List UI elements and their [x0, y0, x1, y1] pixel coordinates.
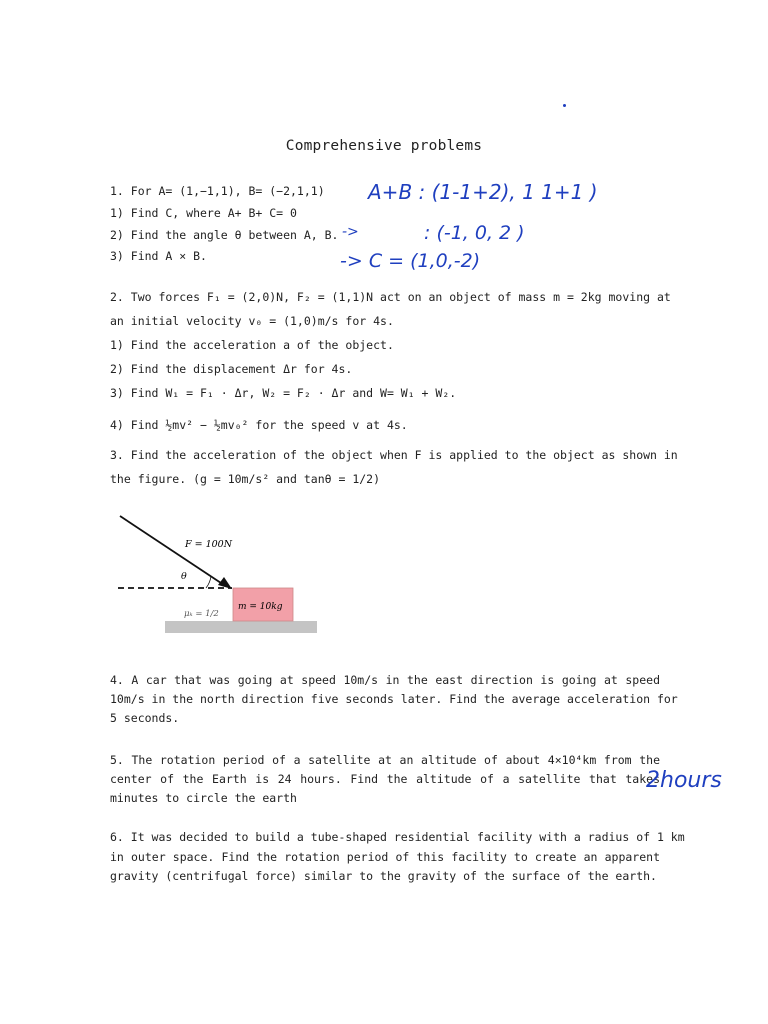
problem-3-statement-cont: the figure. (g = 10m/s² and tanθ = 1/2)	[110, 472, 381, 486]
problem-1-statement: 1. For A= (1,−1,1), B= (−2,1,1)	[110, 184, 325, 198]
problem-1-part-2: 2) Find the angle θ between A, B.	[110, 228, 339, 242]
problem-6-statement-cont: in outer space. Find the rotation period of this facility to create an apparent	[110, 850, 660, 864]
problem-1-part-3: 3) Find A × B.	[110, 249, 207, 263]
mass-label: m = 10kg	[238, 602, 283, 612]
angle-label: θ	[181, 571, 187, 582]
friction-label: μₖ = 1/2	[184, 609, 219, 619]
problem-4-statement: 4. A car that was going at speed 10m/s in the east direction is going at speed	[110, 673, 660, 687]
ground-surface	[165, 621, 317, 633]
problem-3-statement: 3. Find the acceleration of the object when F is applied to the object as shown in	[110, 448, 678, 462]
force-arrow	[120, 516, 224, 585]
problem-6-statement: 6. It was decided to build a tube-shaped residential facility with a radius of 1 km	[110, 830, 685, 844]
handwritten-arrow: ->	[342, 224, 359, 240]
problem-2-statement: 2. Two forces F₁ = (2,0)N, F₂ = (1,1)N act on an object of mass m = 2kg moving at	[110, 290, 671, 304]
handwritten-c-vector: -> C = (1,0,-2)	[340, 250, 481, 272]
problem-2-statement-cont: an initial velocity v₀ = (1,0)m/s for 4s.	[110, 314, 394, 328]
problem-5-statement: 5. The rotation period of a satellite at an altitude of about 4×10⁴km from the	[110, 753, 660, 767]
problem-4-statement-cont: 10m/s in the north direction five seconds later. Find the average acceleration for	[110, 692, 678, 706]
force-diagram	[110, 505, 325, 640]
ink-mark	[563, 104, 566, 107]
angle-arc	[206, 576, 211, 588]
handwritten-result: : (-1, 0, 2 )	[424, 222, 525, 244]
page-title: Comprehensive problems	[285, 138, 483, 154]
problem-6-statement-end: gravity (centrifugal force) similar to the gravity of the surface of the earth.	[110, 869, 657, 883]
problem-1-part-1: 1) Find C, where A+ B+ C= 0	[110, 206, 297, 220]
handwritten-sum: A+B : (1-1+2), 1 1+1 )	[368, 180, 598, 204]
problem-5-statement-end: minutes to circle the earth	[110, 791, 297, 805]
problem-5-statement-cont: center of the Earth is 24 hours. Find the altitude of a satellite that takes	[110, 772, 660, 786]
force-label: F = 100N	[185, 539, 233, 550]
problem-4-statement-end: 5 seconds.	[110, 711, 180, 725]
problem-2-part-1: 1) Find the acceleration a of the object.	[110, 338, 394, 352]
problem-2-part-3: 3) Find W₁ = F₁ · Δr, W₂ = F₂ · Δr and W= W₁ + W₂.	[110, 386, 457, 400]
problem-2-part-2: 2) Find the displacement Δr for 4s.	[110, 362, 353, 376]
problem-2-part-4: 4) Find ½mv² − ½mv₀² for the speed v at 4s.	[110, 418, 408, 432]
handwritten-note: 2hours	[646, 768, 722, 793]
